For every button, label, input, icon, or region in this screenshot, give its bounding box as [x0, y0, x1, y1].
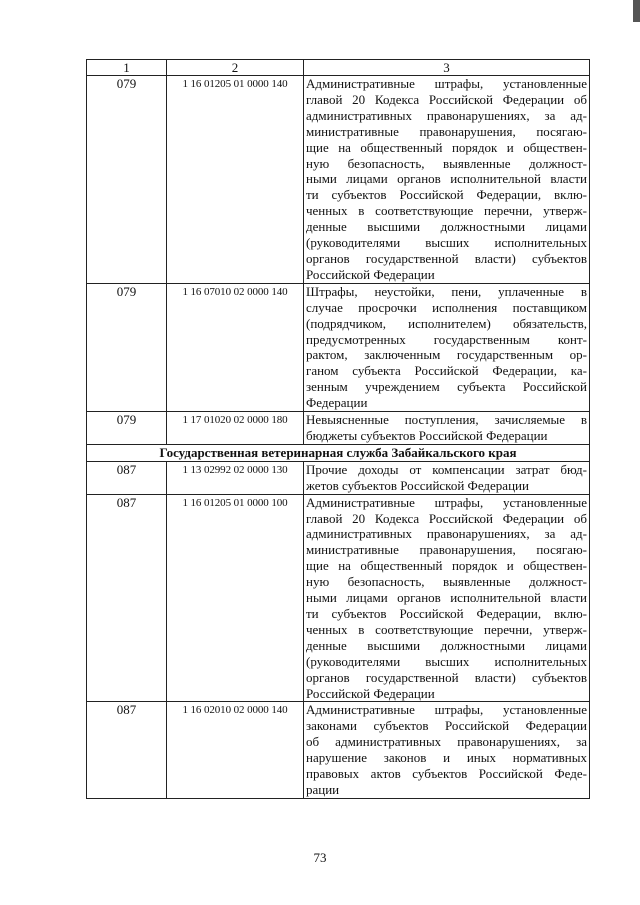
table-row: [87, 283, 590, 411]
revenue-description-cell: [304, 412, 590, 445]
table-row: [87, 76, 590, 284]
description-line: денные высшими должностными лицами: [306, 219, 587, 235]
section-title: Государственная ветеринарная служба Забайкальского края: [87, 444, 590, 461]
description-line: нарушение законов и иных нормативных: [306, 750, 587, 766]
description-line: Административные штрафы, установленные: [306, 494, 587, 510]
description-line: административных правонарушениях, за ад-: [306, 526, 587, 542]
description-line: рактом, заключенным государственным ор-: [306, 347, 587, 363]
budget-classification-code-cell: 1 17 01020 02 0000 180: [167, 412, 304, 445]
description-line: бюджеты субъектов Российской Федерации: [306, 427, 548, 443]
budget-classification-code-cell: 1 16 01205 01 0000 100: [167, 494, 304, 702]
description-line: Административные штрафы, установленные: [306, 76, 587, 91]
revenue-description-cell: [304, 283, 590, 411]
revenue-codes-table: [86, 59, 590, 799]
description-line: ченных в соответствующие перечни, утверж-: [306, 203, 587, 219]
description-line: ганом субъекта Российской Федерации, ка-: [306, 363, 587, 379]
description-line: об административных правонарушениях, за: [306, 734, 587, 750]
description-line: Прочие доходы от компенсации затрат бюд-: [306, 461, 587, 477]
admin-code-cell: 079: [87, 283, 167, 411]
description-line: ти субъектов Российской Федерации, вклю-: [306, 187, 587, 203]
budget-classification-code-cell: 1 16 02010 02 0000 140: [167, 702, 304, 798]
description-line: (подрядчиком, исполнителем) обязательств,: [306, 315, 587, 331]
description-line: (руководителями высших исполнительных: [306, 235, 587, 251]
budget-classification-code-cell: 1 16 01205 01 0000 140: [167, 76, 304, 284]
admin-code-cell: 087: [87, 461, 167, 494]
page-number: 73: [313, 850, 327, 865]
description-line: денные высшими должностными лицами: [306, 637, 587, 653]
description-line: Административные штрафы, установленные: [306, 702, 587, 718]
description-line: ченных в соответствующие перечни, утверж-: [306, 621, 587, 637]
description-line: Российской Федерации: [306, 266, 435, 282]
description-line: предусмотренных государственным конт-: [306, 331, 587, 347]
description-line: законами субъектов Российской Федерации: [306, 718, 587, 734]
scan-edge-mark: [633, 0, 640, 22]
description-line: случае просрочки исполнения поставщиком: [306, 299, 587, 315]
description-line: жетов субъектов Российской Федерации: [306, 477, 529, 493]
description-line: ную безопасность, выявленные должност-: [306, 574, 587, 590]
description-line: ную безопасность, выявленные должност-: [306, 155, 587, 171]
description-line: главой 20 Кодекса Российской Федерации об: [306, 91, 587, 107]
description-line: Федерации: [306, 395, 368, 411]
section-header-row: [87, 444, 590, 461]
description-line: органов государственной власти) субъектов: [306, 669, 587, 685]
table-header-row: [87, 60, 590, 76]
description-line: рации: [306, 781, 340, 797]
revenue-description-cell: [304, 76, 590, 284]
description-line: щие на общественный порядок и обществен-: [306, 139, 587, 155]
column-header-3: 3: [304, 60, 590, 76]
description-line: министративные правонарушения, посягаю-: [306, 123, 587, 139]
budget-classification-code-cell: 1 13 02992 02 0000 130: [167, 461, 304, 494]
table-row: [87, 412, 590, 445]
description-line: (руководителями высших исполнительных: [306, 653, 587, 669]
description-line: органов государственной власти) субъектов: [306, 250, 587, 266]
table-row: [87, 461, 590, 494]
revenue-description-cell: [304, 494, 590, 702]
description-line: ти субъектов Российской Федерации, вклю-: [306, 606, 587, 621]
description-line: правовых актов субъектов Российской Феде-: [306, 766, 587, 782]
description-line: Штрафы, неустойки, пени, уплаченные в: [306, 283, 587, 299]
table-row: [87, 494, 590, 702]
admin-code-cell: 079: [87, 412, 167, 445]
description-line: ными лицами органов исполнительной власти: [306, 171, 587, 187]
table-row: [87, 702, 590, 798]
admin-code-cell: 087: [87, 702, 167, 798]
description-line: Российской Федерации: [306, 685, 435, 701]
column-header-2: 2: [167, 60, 304, 76]
admin-code-cell: 079: [87, 76, 167, 284]
description-line: министративные правонарушения, посягаю-: [306, 542, 587, 558]
description-line: главой 20 Кодекса Российской Федерации об: [306, 510, 587, 526]
description-line: административных правонарушениях, за ад-: [306, 107, 587, 123]
description-line: щие на общественный порядок и обществен-: [306, 558, 587, 574]
revenue-description-cell: [304, 702, 590, 798]
revenue-description-cell: [304, 461, 590, 494]
column-header-1: 1: [87, 60, 167, 76]
budget-classification-code-cell: 1 16 07010 02 0000 140: [167, 283, 304, 411]
description-line: ными лицами органов исполнительной власти: [306, 590, 587, 606]
admin-code-cell: 087: [87, 494, 167, 702]
description-line: зенным учреждением субъекта Российской: [306, 379, 587, 395]
table-body: [87, 60, 590, 799]
description-line: Невыясненные поступления, зачисляемые в: [306, 412, 587, 428]
